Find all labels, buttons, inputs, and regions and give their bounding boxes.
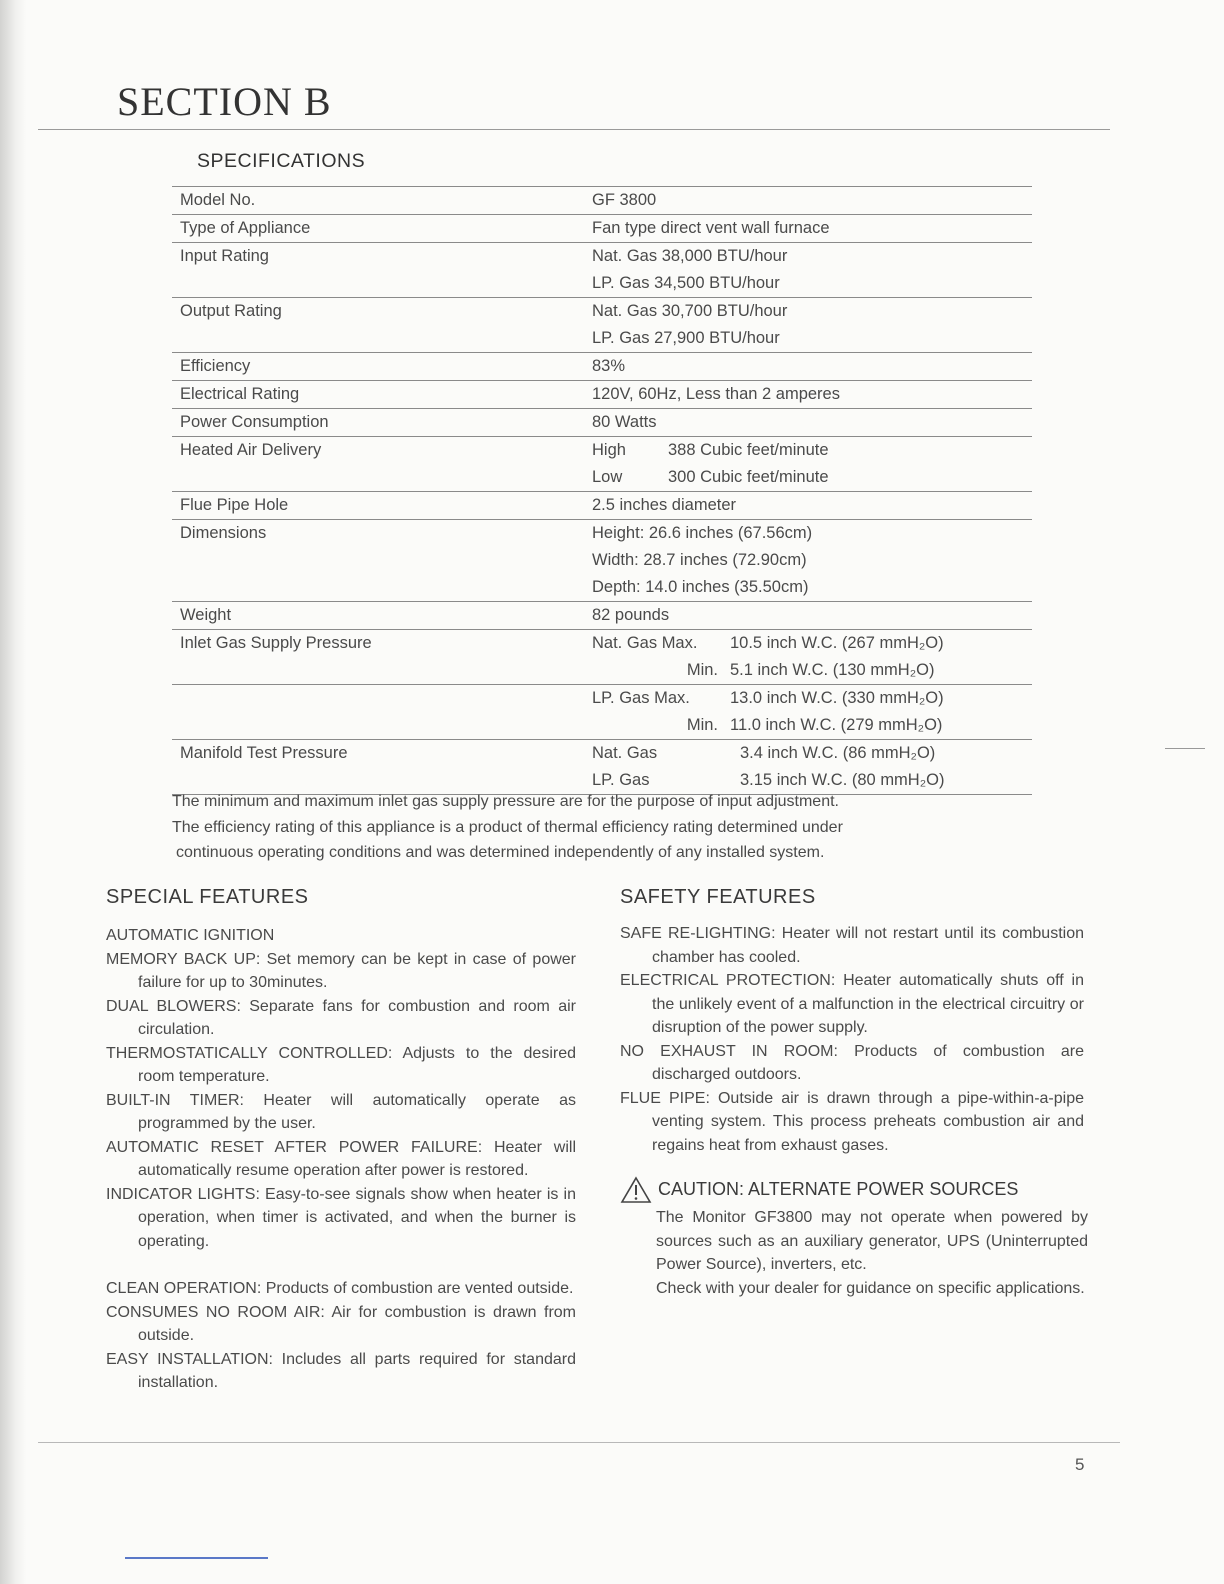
spec-value-part: 10.5 inch W.C. (267 mmH₂O) xyxy=(730,634,944,652)
spec-row xyxy=(172,243,1032,271)
feature-item: NO EXHAUST IN ROOM: Products of combustion are discharged outdoors. xyxy=(620,1042,1084,1083)
spec-row xyxy=(172,215,1032,243)
spec-row xyxy=(172,381,1032,409)
page-number: 5 xyxy=(1075,1455,1085,1474)
note-line: The efficiency rating of this appliance is a product of thermal efficiency rating determined under xyxy=(172,818,843,836)
footer-divider xyxy=(38,1442,1120,1443)
spec-value: LP. Gas 27,900 BTU/hour xyxy=(592,329,780,347)
scan-binding-shadow xyxy=(0,0,26,1584)
margin-mark xyxy=(1165,748,1205,749)
spec-row xyxy=(172,740,1032,768)
spec-value-part: 3.15 inch W.C. (80 mmH₂O) xyxy=(740,771,945,789)
feature-item: AUTOMATIC RESET AFTER POWER FAILURE: Heater will automatically resume operation after power is restored. xyxy=(106,1138,576,1179)
spec-label xyxy=(172,657,584,685)
spec-label: Output Rating xyxy=(172,298,584,326)
spec-value-part: 13.0 inch W.C. (330 mmH₂O) xyxy=(730,689,944,707)
note-line: The minimum and maximum inlet gas supply pressure are for the purpose of input adjustment. xyxy=(172,793,839,810)
spec-row xyxy=(172,270,1032,298)
feature-item: BUILT-IN TIMER: Heater will automatically operate as programmed by the user. xyxy=(106,1091,576,1132)
spec-row xyxy=(172,520,1032,548)
spec-label: Efficiency xyxy=(172,353,584,381)
spec-value: Width: 28.7 inches (72.90cm) xyxy=(592,551,807,569)
caution-body xyxy=(656,1206,1088,1300)
spec-value-part: Nat. Gas Max. xyxy=(592,634,698,652)
feature-item: ELECTRICAL PROTECTION: Heater automatically shuts off in the unlikely event of a malfunction in the electrical circuitry or disruption of the power supply. xyxy=(620,972,1084,1036)
special-features-heading: SPECIAL FEATURES xyxy=(106,886,309,908)
spec-label xyxy=(172,574,584,602)
safety-features-list xyxy=(620,922,1084,1157)
spec-value: 83% xyxy=(584,353,1032,381)
spec-label xyxy=(172,547,584,574)
spec-row xyxy=(172,437,1032,465)
spec-label: Dimensions xyxy=(172,520,584,548)
spec-value: 80 Watts xyxy=(584,409,1032,437)
feature-item: EASY INSTALLATION: Includes all parts required for standard installation. xyxy=(106,1350,576,1391)
caution-text: Check with your dealer for guidance on specific applications. xyxy=(656,1279,1085,1297)
feature-item: THERMOSTATICALLY CONTROLLED: Adjusts to the desired room temperature. xyxy=(106,1044,576,1085)
spec-row xyxy=(172,492,1032,520)
caution-text: The Monitor GF3800 may not operate when powered by sources such as an auxiliary generator, UPS (Uninterrupted Power Source), inverters, etc. xyxy=(656,1209,1088,1273)
feature-item: DUAL BLOWERS: Separate fans for combustion and room air circulation. xyxy=(106,997,576,1038)
section-title: SECTION B xyxy=(117,79,332,124)
spec-label: Electrical Rating xyxy=(172,381,584,409)
feature-item: AUTOMATIC IGNITION xyxy=(106,927,275,944)
note-line: continuous operating conditions and was determined independently of any installed system. xyxy=(176,844,825,861)
feature-item: MEMORY BACK UP: Set memory can be kept in case of power failure for up to 30minutes. xyxy=(106,950,576,991)
spec-label xyxy=(172,685,584,713)
spec-row xyxy=(172,657,1032,685)
spec-row xyxy=(172,574,1032,602)
specifications-table xyxy=(172,186,1032,795)
spec-row xyxy=(172,602,1032,630)
spec-value-part: Nat. Gas xyxy=(592,744,658,762)
spec-label xyxy=(172,270,584,298)
spec-value: LP. Gas 34,500 BTU/hour xyxy=(592,274,780,292)
spec-label: Input Rating xyxy=(172,243,584,271)
spec-value: Nat. Gas 38,000 BTU/hour xyxy=(584,243,1032,271)
spec-label: Flue Pipe Hole xyxy=(172,492,584,520)
spec-label xyxy=(172,712,584,740)
spec-value-part: 3.4 inch W.C. (86 mmH₂O) xyxy=(740,744,936,762)
feature-item: CONSUMES NO ROOM AIR: Air for combustion is drawn from outside. xyxy=(106,1303,576,1344)
spec-value-part: LP. Gas Max. xyxy=(592,689,690,707)
spec-value-part: 11.0 inch W.C. (279 mmH₂O) xyxy=(730,716,943,734)
spec-value: Height: 26.6 inches (67.56cm) xyxy=(584,520,1032,548)
spec-value: Fan type direct vent wall furnace xyxy=(584,215,1032,243)
feature-item: CLEAN OPERATION: Products of combustion are vented outside. xyxy=(106,1280,574,1297)
spec-value: GF 3800 xyxy=(584,187,1032,215)
spec-value: 120V, 60Hz, Less than 2 amperes xyxy=(584,381,1032,409)
spec-value: 2.5 inches diameter xyxy=(584,492,1032,520)
spec-value xyxy=(584,437,1032,465)
spec-row xyxy=(172,547,1032,574)
caution-heading-row xyxy=(620,1176,1088,1204)
spec-value xyxy=(584,712,1032,740)
safety-features-heading: SAFETY FEATURES xyxy=(620,886,816,908)
spec-row xyxy=(172,353,1032,381)
spec-value: Nat. Gas 30,700 BTU/hour xyxy=(584,298,1032,326)
spec-label xyxy=(172,464,584,492)
title-divider xyxy=(38,129,1110,130)
spec-value-part: LP. Gas xyxy=(592,771,650,789)
special-features-list xyxy=(106,924,576,1395)
spec-value xyxy=(584,630,1032,658)
spec-value-part: Low xyxy=(592,468,623,486)
spec-label: Weight xyxy=(172,602,584,630)
scan-edge-mark xyxy=(125,1557,268,1559)
spec-label: Heated Air Delivery xyxy=(172,437,584,465)
specifications-heading: SPECIFICATIONS xyxy=(197,150,366,172)
spec-value xyxy=(584,685,1032,713)
spec-notes xyxy=(172,789,1012,866)
spec-row xyxy=(172,409,1032,437)
feature-item: INDICATOR LIGHTS: Easy-to-see signals show when heater is in operation, when timer is activated, and when the burner is operating. xyxy=(106,1185,576,1250)
feature-item: FLUE PIPE: Outside air is drawn through a pipe-within-a-pipe venting system. This process preheats combustion air and regains heat from exhaust gases. xyxy=(620,1089,1084,1154)
spec-label: Power Consumption xyxy=(172,409,584,437)
spec-label: Model No. xyxy=(172,187,584,215)
spec-value xyxy=(584,464,1032,492)
spec-row xyxy=(172,464,1032,492)
spec-label xyxy=(172,325,584,353)
spec-row xyxy=(172,685,1032,713)
spec-row xyxy=(172,187,1032,215)
spec-value-part: 5.1 inch W.C. (130 mmH₂O) xyxy=(730,661,935,679)
caution-heading: CAUTION: ALTERNATE POWER SOURCES xyxy=(658,1179,1019,1200)
spec-row xyxy=(172,712,1032,740)
spec-value-part: Min. xyxy=(686,661,718,679)
spec-value xyxy=(584,740,1032,768)
spec-value-part: 300 Cubic feet/minute xyxy=(668,468,829,486)
feature-item: SAFE RE-LIGHTING: Heater will not restart until its combustion chamber has cooled. xyxy=(620,925,1084,966)
spec-value: 82 pounds xyxy=(584,602,1032,630)
spec-label: Inlet Gas Supply Pressure xyxy=(172,630,584,658)
spec-label: Type of Appliance xyxy=(172,215,584,243)
spec-value-part: High xyxy=(592,441,626,459)
caution-block xyxy=(620,1176,1088,1300)
spec-row xyxy=(172,325,1032,353)
spec-value: Depth: 14.0 inches (35.50cm) xyxy=(592,578,809,596)
spec-row xyxy=(172,298,1032,326)
warning-triangle-icon xyxy=(620,1176,652,1204)
spec-label: Manifold Test Pressure xyxy=(172,740,584,768)
spec-row xyxy=(172,630,1032,658)
spec-value-part: Min. xyxy=(686,716,718,734)
spec-value-part: 388 Cubic feet/minute xyxy=(668,441,829,459)
spec-value xyxy=(584,657,1032,685)
